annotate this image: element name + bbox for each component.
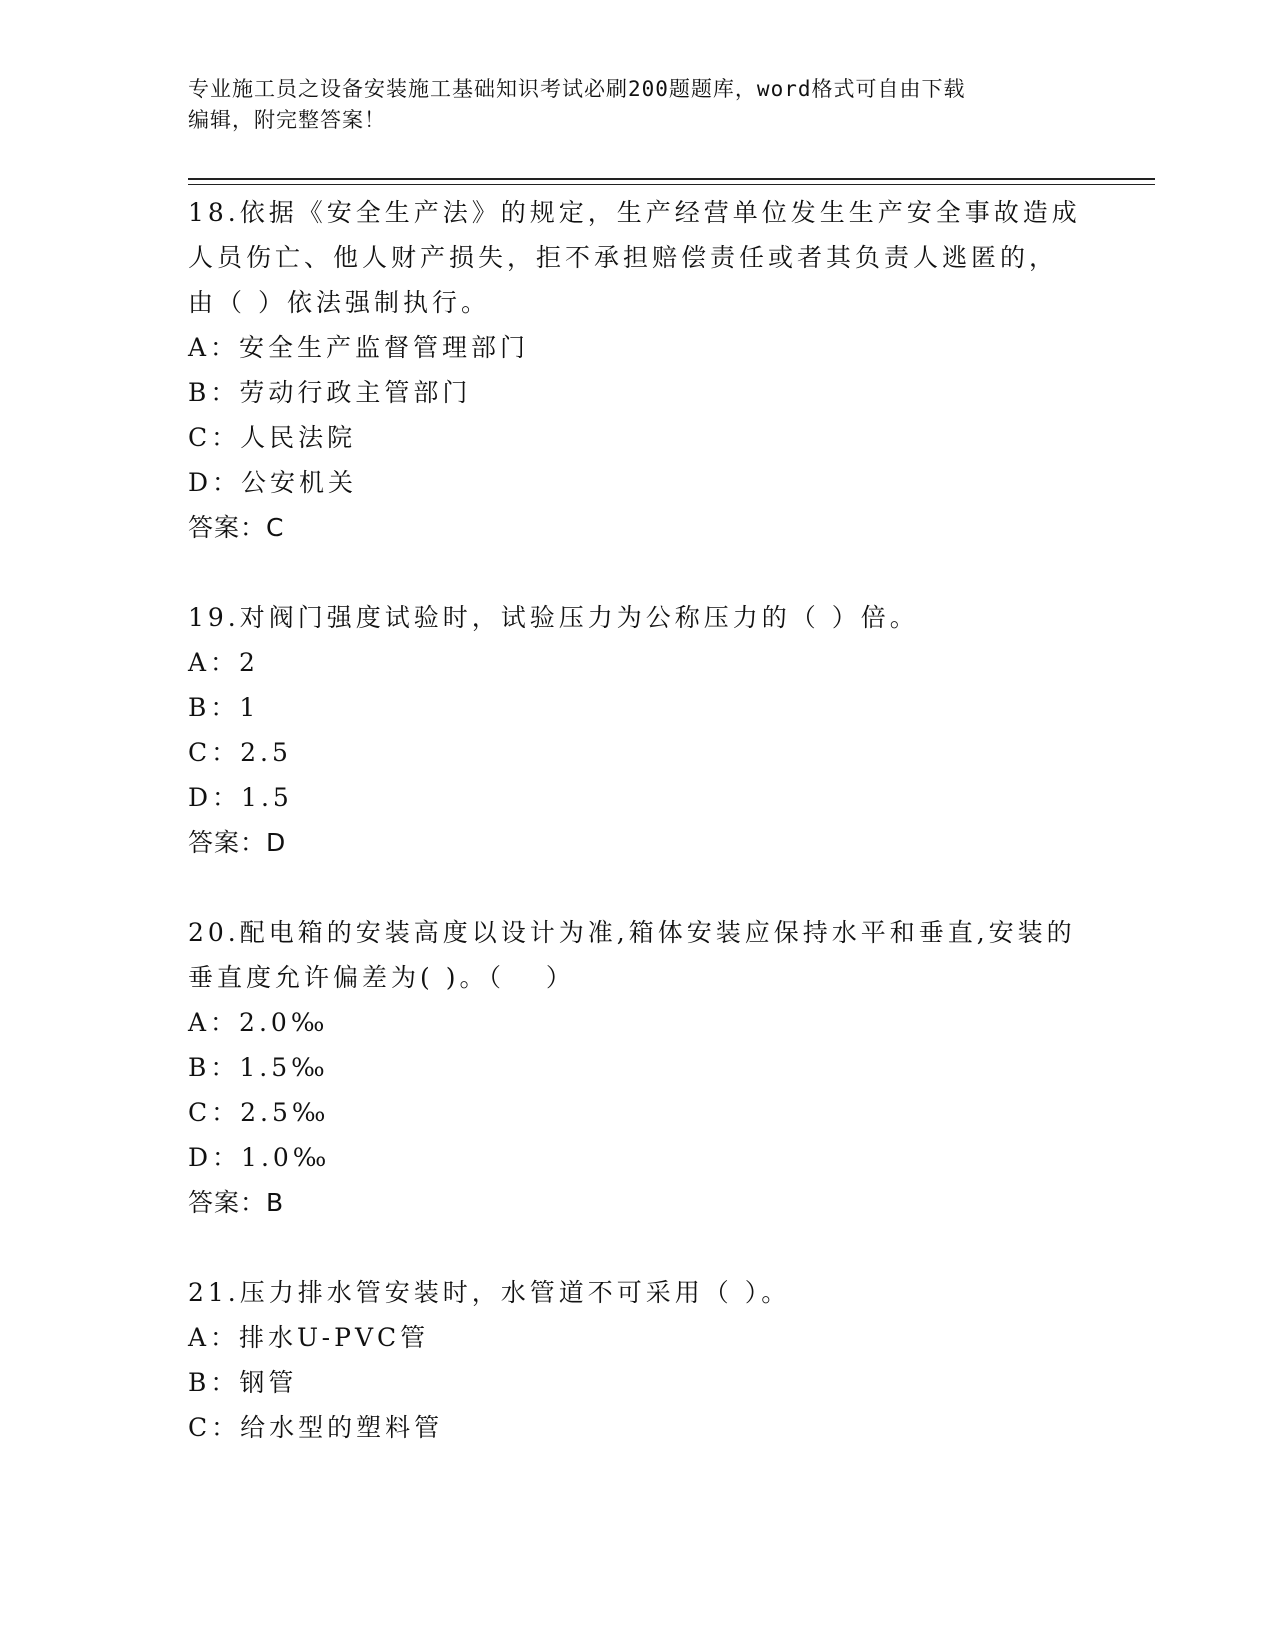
option-b: B：劳动行政主管部门	[188, 378, 472, 407]
header-title-line-1: 专业施工员之设备安装施工基础知识考试必刷200题题库，word格式可自由下载	[188, 77, 966, 101]
answer-line: 答案：C	[188, 513, 285, 542]
option-b: B：1	[188, 693, 260, 722]
option-c: C：人民法院	[188, 423, 357, 452]
header-divider-thick	[188, 178, 1155, 180]
option-d: D：1.0‰	[188, 1143, 331, 1172]
question-19	[188, 595, 1088, 910]
option-c: C：给水型的塑料管	[188, 1413, 444, 1442]
option-b: B：钢管	[188, 1368, 298, 1397]
option-a: A：安全生产监督管理部门	[188, 333, 530, 362]
option-d: D：公安机关	[188, 468, 358, 497]
option-a: A：2	[188, 648, 259, 677]
option-d: D：1.5	[188, 783, 293, 812]
option-c: C：2.5	[188, 738, 292, 767]
question-20	[188, 910, 1088, 1270]
option-c: C：2.5‰	[188, 1098, 330, 1127]
question-text: 由（ ）依法强制执行。	[188, 288, 490, 317]
question-list	[188, 190, 1088, 1450]
question-21	[188, 1270, 1088, 1450]
question-text: 垂直度允许偏差为( )。（ ）	[188, 963, 575, 992]
option-a: A：2.0‰	[188, 1008, 329, 1037]
question-text: 20.配电箱的安装高度以设计为准,箱体安装应保持水平和垂直,安装的	[188, 918, 1076, 947]
question-text: 人员伤亡、他人财产损失，拒不承担赔偿责任或者其负责人逃匿的，	[188, 243, 1059, 272]
question-spacer	[188, 866, 1088, 910]
question-text: 21.压力排水管安装时，水管道不可采用（ ）。	[188, 1278, 791, 1307]
answer-line: 答案：D	[188, 828, 287, 857]
option-a: A：排水U-PVC管	[188, 1323, 430, 1352]
document-header	[188, 74, 1068, 136]
question-spacer	[188, 1226, 1088, 1270]
question-spacer	[188, 551, 1088, 595]
option-b: B：1.5‰	[188, 1053, 329, 1082]
question-text: 18.依据《安全生产法》的规定，生产经营单位发生生产安全事故造成	[188, 198, 1081, 227]
answer-line: 答案：B	[188, 1188, 285, 1217]
header-divider-thin	[188, 184, 1155, 185]
question-18	[188, 190, 1088, 595]
header-title-line-2: 编辑，附完整答案！	[188, 108, 386, 132]
question-text: 19.对阀门强度试验时，试验压力为公称压力的（ ）倍。	[188, 603, 919, 632]
